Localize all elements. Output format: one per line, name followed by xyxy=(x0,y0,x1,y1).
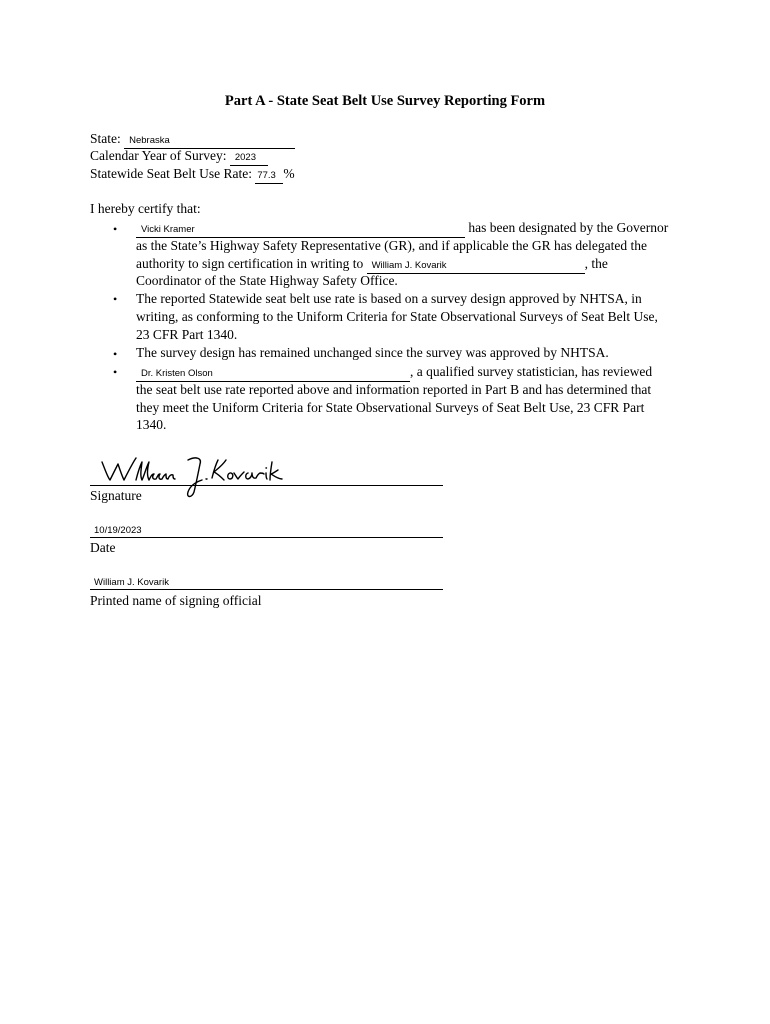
delegate-name-field[interactable]: William J. Kovarik xyxy=(367,260,585,274)
bullet-3-symbol: • xyxy=(113,347,118,361)
rate-field[interactable]: 77.3 xyxy=(255,170,283,184)
year-row xyxy=(90,148,268,166)
bullet-1-line-3-text: authority to sign certification in writing to xyxy=(136,256,367,271)
rate-unit: % xyxy=(283,166,295,181)
date-line xyxy=(90,537,443,538)
printed-name-line xyxy=(90,589,443,590)
signature-label: Signature xyxy=(90,488,142,503)
certify-intro: I hereby certify that: xyxy=(90,201,201,216)
bullet-1-line-3 xyxy=(136,256,608,274)
representative-name-field[interactable]: Vicki Kramer xyxy=(136,224,465,238)
signature-line[interactable] xyxy=(90,485,443,486)
rate-row xyxy=(90,166,295,184)
bullet-1-line-2: as the State’s Highway Safety Representative (GR), and if applicable the GR has delegated the xyxy=(136,238,647,253)
printed-name-field[interactable]: William J. Kovarik xyxy=(94,577,169,588)
bullet-2-line-3: 23 CFR Part 1340. xyxy=(136,327,238,342)
bullet-4-line-3: they meet the Uniform Criteria for State Observational Surveys of Seat Belt Use, 23 CFR Part xyxy=(136,400,645,415)
bullet-4-line-1 xyxy=(136,364,652,382)
bullet-1-line-3-suffix: , the xyxy=(584,256,608,271)
date-label: Date xyxy=(90,540,116,555)
bullet-4-line-1-text: , a qualified survey statistician, has reviewed xyxy=(410,364,653,379)
state-label: State: xyxy=(90,131,121,146)
bullet-1-line-1 xyxy=(136,220,668,238)
rate-label: Statewide Seat Belt Use Rate: xyxy=(90,166,252,181)
year-field[interactable]: 2023 xyxy=(230,152,268,166)
bullet-1-line-4: Coordinator of the State Highway Safety Office. xyxy=(136,273,398,288)
bullet-2-line-1: The reported Statewide seat belt use rate is based on a survey design approved by NHTSA, in xyxy=(136,291,642,306)
bullet-3-line-1: The survey design has remained unchanged since the survey was approved by NHTSA. xyxy=(136,345,609,360)
bullet-2-symbol: • xyxy=(113,292,118,306)
state-field[interactable]: Nebraska xyxy=(124,135,295,149)
bullet-4-line-2: the seat belt use rate reported above and information reported in Part B and has determined that xyxy=(136,382,652,397)
bullet-4-line-4: 1340. xyxy=(136,417,167,432)
bullet-2-line-2: writing, as conforming to the Uniform Criteria for State Observational Surveys of Seat Belt Use, xyxy=(136,309,658,324)
bullet-1-line-1-text: has been designated by the Governor xyxy=(465,220,669,235)
statistician-name-field[interactable]: Dr. Kristen Olson xyxy=(136,368,410,382)
state-row xyxy=(90,131,295,149)
bullet-1-symbol: • xyxy=(113,222,118,236)
bullet-4-symbol: • xyxy=(113,365,118,379)
printed-name-label: Printed name of signing official xyxy=(90,593,262,608)
form-title: Part A - State Seat Belt Use Survey Reporting Form xyxy=(224,93,546,109)
year-label: Calendar Year of Survey: xyxy=(90,148,227,163)
date-field[interactable]: 10/19/2023 xyxy=(94,525,142,536)
